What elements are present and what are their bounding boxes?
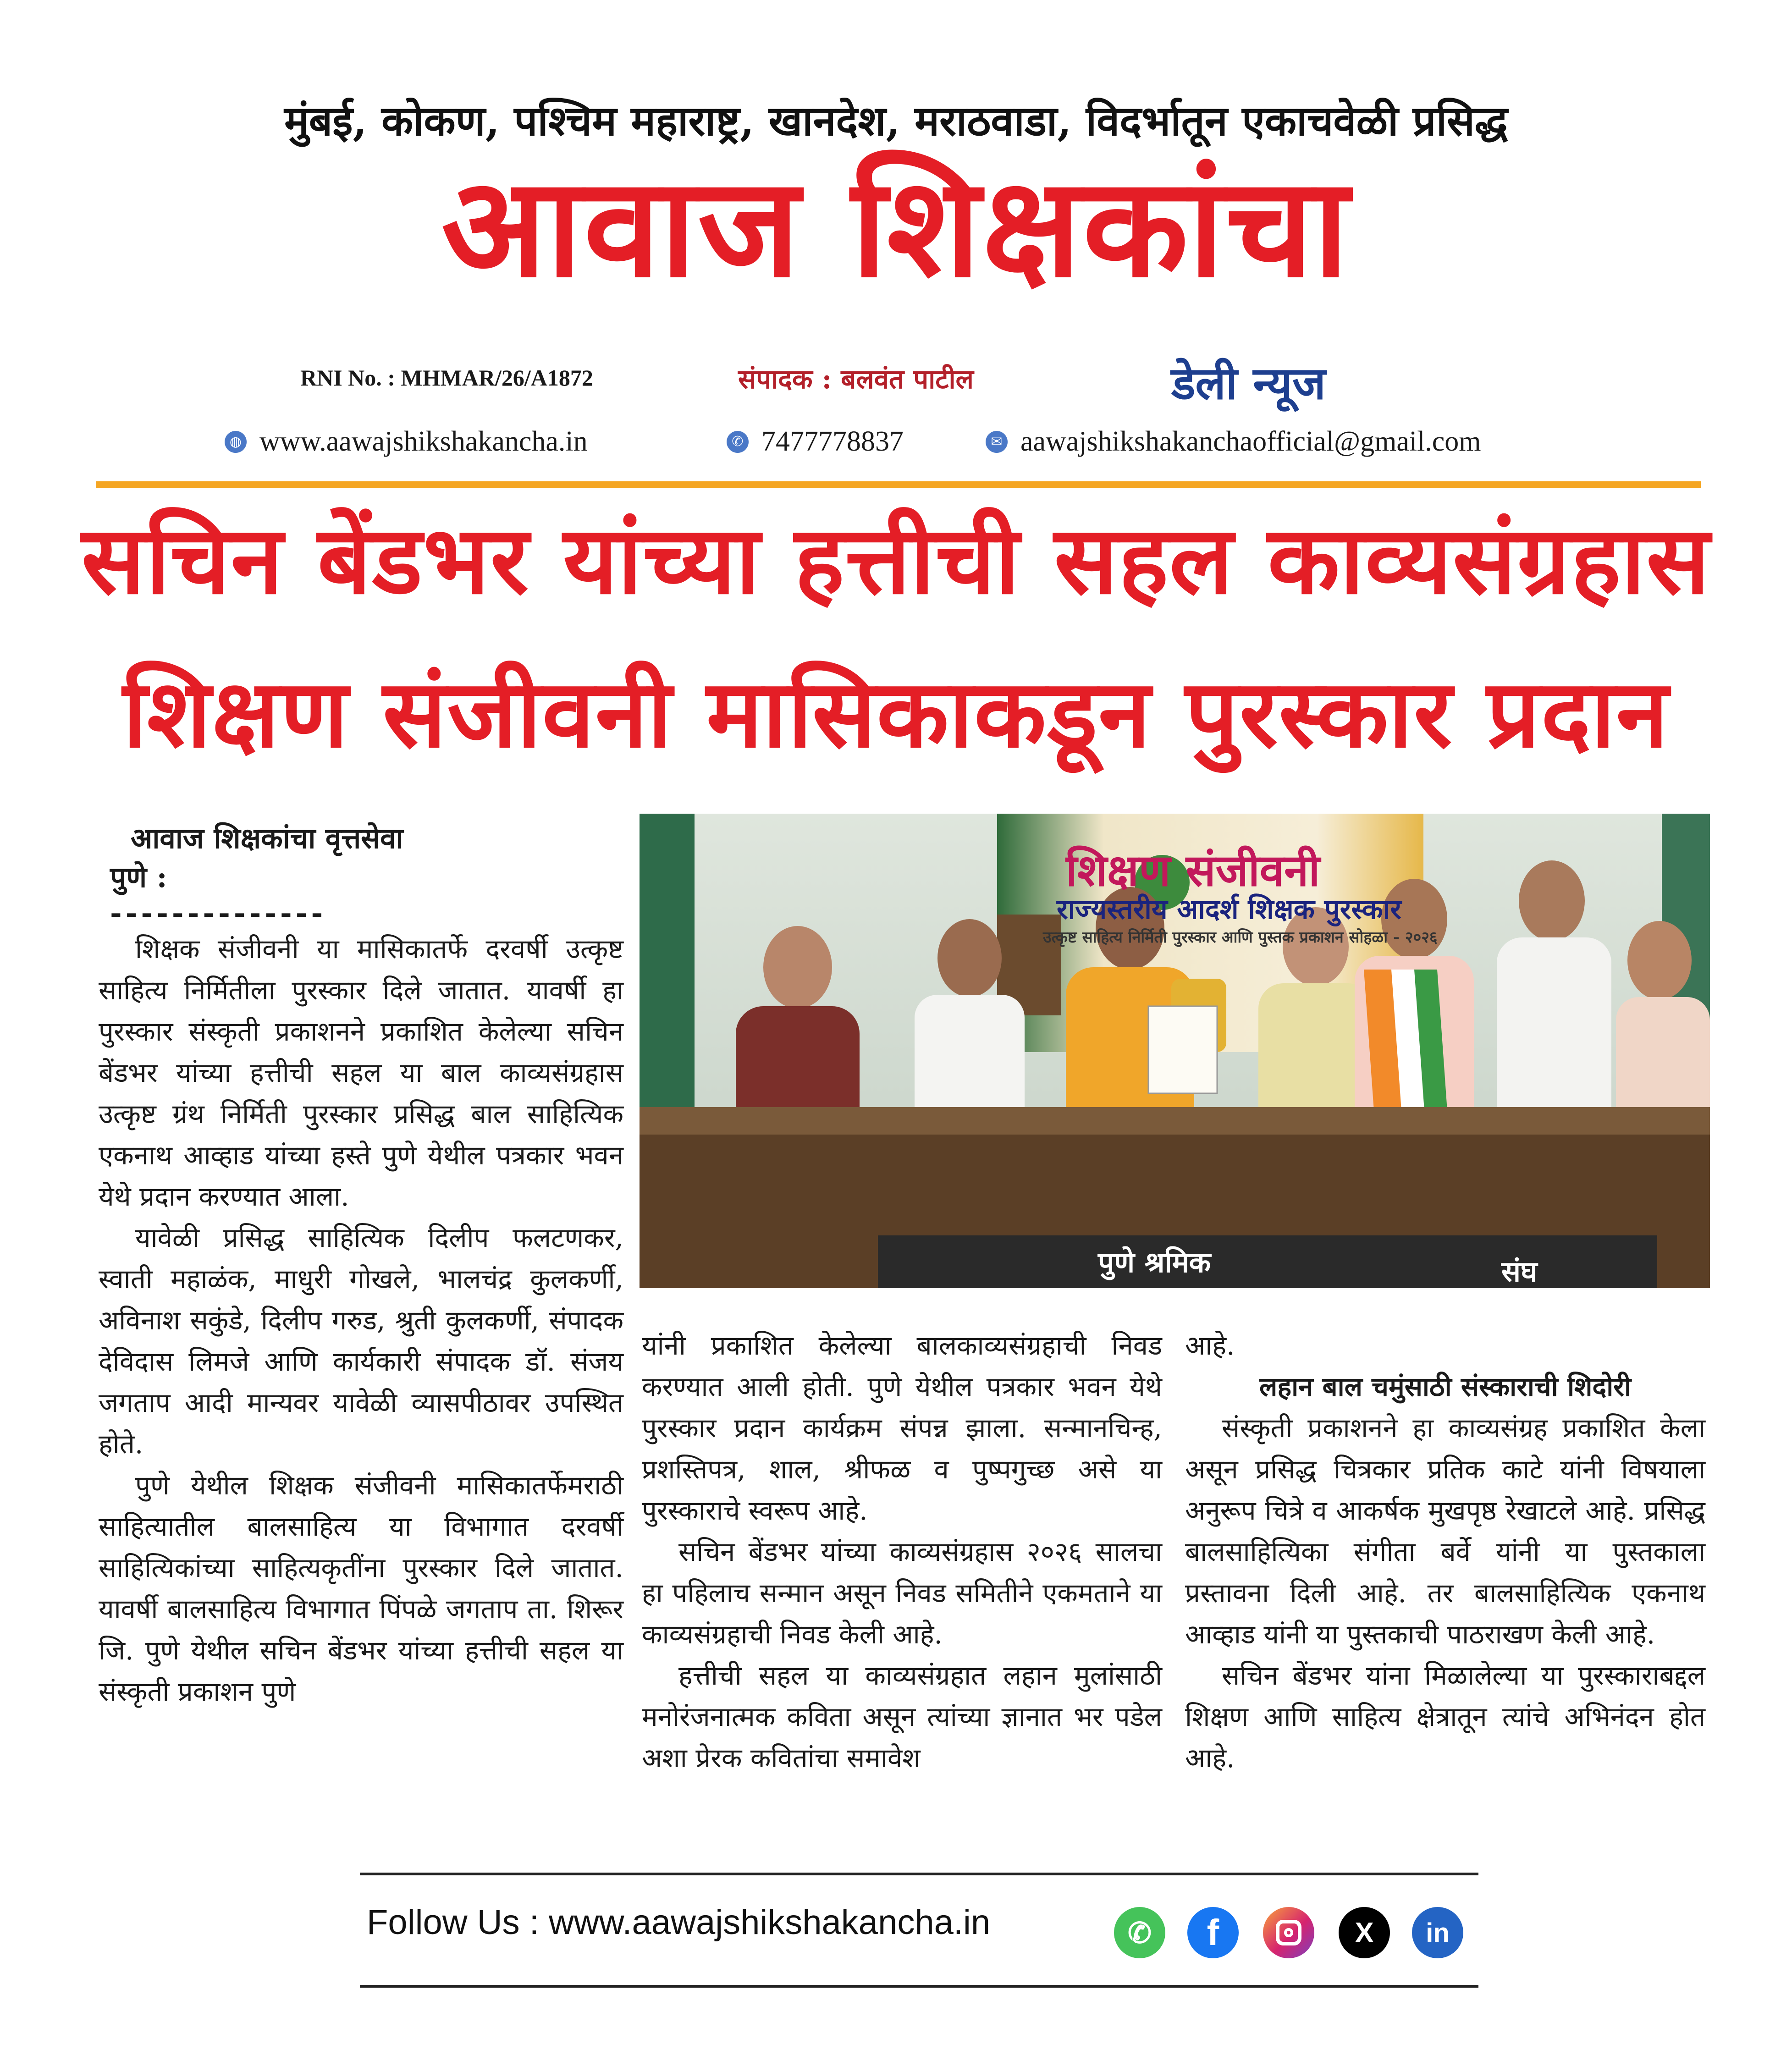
footer-rule-top (360, 1873, 1478, 1875)
x-icon[interactable]: X (1339, 1907, 1390, 1958)
article-column-3 (1185, 1325, 1705, 1779)
banner-title: शिक्षण संजीवनी (1066, 844, 1320, 896)
byline-separator: -------------- (110, 896, 327, 930)
banner-subtitle: राज्यस्तरीय आदर्श शिक्षक पुरस्कार (1057, 893, 1401, 926)
paragraph: हत्तीची सहल या काव्यसंग्रहात लहान मुलांसाठी मनोरंजनात्मक कविता असून त्यांच्या ज्ञानात भर पडेल अशा प्रेरक कवितांचा समावेश (642, 1660, 1162, 1774)
contact-email[interactable] (986, 425, 1481, 458)
paragraph: सचिन बेंडभर यांच्या काव्यसंग्रहास २०२६ सालचा हा पहिलाच सन्मान असून निवड समितीने एकमताने या काव्यसंग्रहाची निवड केली आहे. (642, 1536, 1162, 1650)
article-column-1 (99, 928, 623, 1712)
mail-icon: ✉ (986, 431, 1008, 453)
instagram-icon[interactable] (1263, 1907, 1314, 1958)
paragraph: यांनी प्रकाशित केलेल्या बालकाव्यसंग्रहाची निवड करण्यात आली होती. पुणे येथील पत्रकार भवन येथे पुरस्कार प्रदान कार्यक्रम संपन्न झाला. सन्मानचिन्ह, प्रशस्तिपत्र, शाल, श्रीफळ व पुष्पगुच्छ असे या पुरस्काराचे स्वरूप आहे. (642, 1330, 1162, 1526)
table-sign-left: पुणे श्रमिक (1098, 1245, 1211, 1279)
masthead-divider (96, 481, 1701, 488)
paragraph: आहे. (1185, 1330, 1235, 1361)
paragraph: यावेळी प्रसिद्ध साहित्यिक दिलीप फलटणकर, स्वाती महाळंक, माधुरी गोखले, भालचंद्र कुलकर्णी, अविनाश सकुंडे, दिलीप गरुड, श्रुती कुलकर्णी, संपादक देविदास लिमजे आणि कार्यकारी संपादक डॉ. संजय जगताप आदी मान्यवर यावेळी व्यासपीठावर उपस्थित होते. (99, 1222, 623, 1460)
phone-icon: ✆ (727, 431, 749, 453)
table-sign-right: संघ (1501, 1255, 1538, 1288)
facebook-icon[interactable]: f (1187, 1907, 1239, 1958)
daily-news-label: डेली न्यूज (1171, 357, 1326, 410)
subheading: लहान बाल चमुंसाठी संस्काराची शिदोरी (1259, 1371, 1631, 1402)
phone-text: 7477778837 (761, 426, 904, 457)
whatsapp-icon[interactable]: ✆ (1114, 1907, 1165, 1958)
website-text: www.aawajshikshakancha.in (259, 426, 588, 457)
paragraph: पुणे येथील शिक्षक संजीवनी मासिकातर्फेमराठी साहित्यातील बालसाहित्य या विभागात दरवर्षी साहित्यिकांच्या साहित्यकृतींना पुरस्कार दिले जातात. यावर्षी बालसाहित्य विभागात पिंपळे जगताप ता. शिरूर जि. पुणे येथील सचिन बेंडभर यांच्या हत्तीची सहल या संस्कृती प्रकाशन पुणे (99, 1470, 623, 1707)
linkedin-icon[interactable]: in (1412, 1907, 1463, 1958)
article-column-2 (642, 1325, 1162, 1779)
headline-line-2: शिक्षण संजीवनी मासिकाकडून पुरस्कार प्रदान (122, 659, 1670, 769)
editor-name: संपादक : बलवंत पाटील (738, 364, 974, 395)
article-dateline: पुणे : (110, 860, 167, 894)
banner-line: उत्कृष्ट साहित्य निर्मिती पुरस्कार आणि पुस्तक प्रकाशन सोहळा - २०२६ (1043, 928, 1438, 947)
contact-phone[interactable] (727, 425, 904, 458)
email-text: aawajshikshakanchaofficial@gmail.com (1020, 426, 1481, 457)
paragraph: संस्कृती प्रकाशनने हा काव्यसंग्रह प्रकाशित केला असून प्रसिद्ध चित्रकार प्रतिक काटे यांनी विषयाला अनुरूप चित्रे व आकर्षक मुखपृष्ठ रेखाटले आहे. प्रसिद्ध बालसाहित्यिका संगीता बर्वे यांनी या पुस्तकाला प्रस्तावना दिली आहे. तर बालसाहित्यिक एकनाथ आव्हाड यांनी या पुस्तकाची पाठराखण केली आहे. (1185, 1412, 1705, 1650)
rni-number: RNI No. : MHMAR/26/A1872 (300, 365, 593, 391)
article-byline: आवाज शिक्षकांचा वृत्तसेवा (131, 821, 403, 855)
newspaper-name: आवाज शिक्षकांचा (441, 146, 1351, 308)
event-photo (640, 814, 1710, 1288)
paragraph: शिक्षक संजीवनी या मासिकातर्फे दरवर्षी उत्कृष्ट साहित्य निर्मितीला पुरस्कार दिले जातात. यावर्षी हा पुरस्कार संस्कृती प्रकाशनने प्रकाशित केलेल्या सचिन बेंडभर यांच्या हत्तीची सहल या बाल काव्यसंग्रहास उत्कृष्ट ग्रंथ निर्मिती पुरस्कार प्रसिद्ध बाल साहित्यिक एकनाथ आव्हाड यांच्या हस्ते पुणे येथील पत्रकार भवन येथे प्रदान करण्यात आला. (99, 933, 623, 1212)
masthead-tagline: मुंबई, कोकण, पश्चिम महाराष्ट्र, खानदेश, मराठवाडा, विदर्भातून एकाचवेळी प्रसिद्ध (284, 97, 1508, 145)
contact-website[interactable] (225, 425, 588, 458)
headline-line-1: सचिन बेंडभर यांच्या हत्तीची सहल काव्यसंग्रहास (81, 505, 1711, 615)
footer-rule-bottom (360, 1985, 1478, 1988)
paragraph: सचिन बेंडभर यांना मिळालेल्या या पुरस्काराबद्दल शिक्षण आणि साहित्य क्षेत्रातून त्यांचे अभिनंदन होत आहे. (1185, 1660, 1705, 1774)
globe-icon: ◍ (225, 431, 247, 453)
follow-us-text[interactable]: Follow Us : www.aawajshikshakancha.in (367, 1903, 991, 1942)
